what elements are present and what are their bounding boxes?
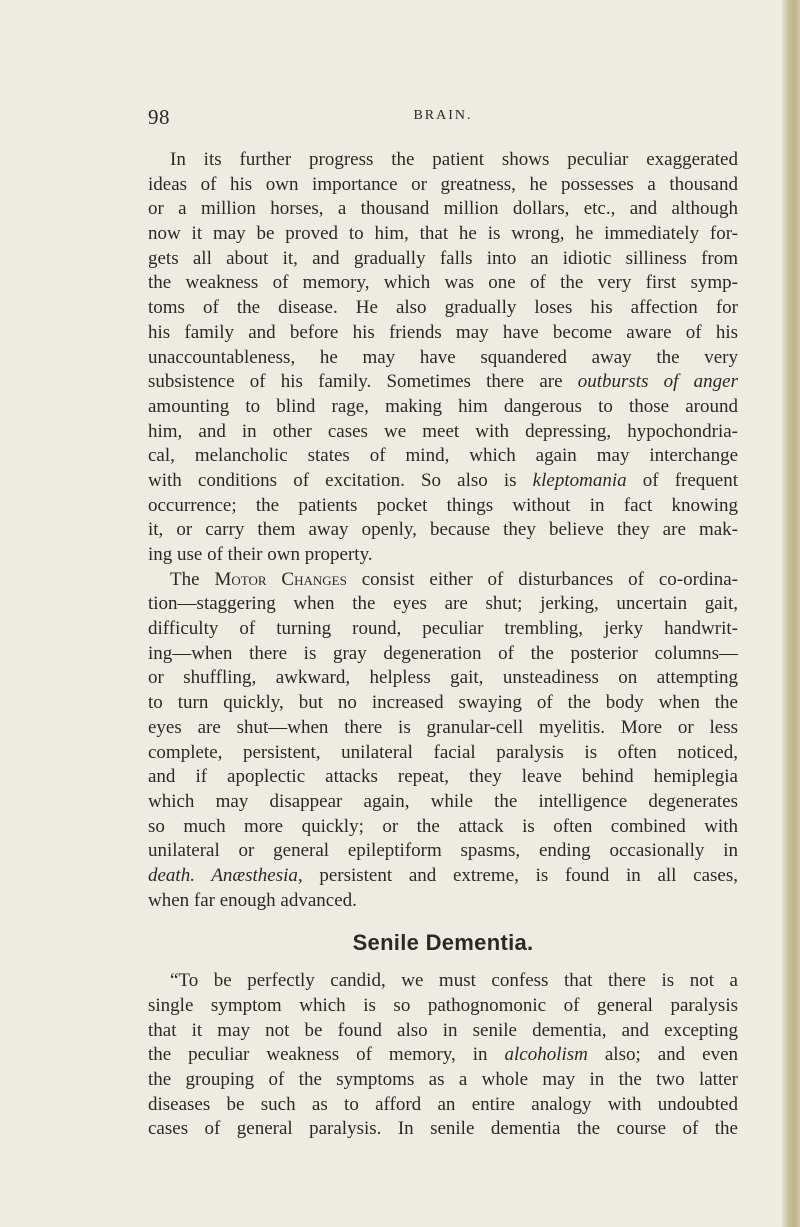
text-line: tion—staggering when the eyes are shut; jerking, uncertain gait, [148,593,738,615]
text-line: when far enough advanced. [148,889,357,911]
emphasis-anaesthesia: death. Anæsthesia, [148,864,303,886]
text-line: difficulty of turning round, peculiar trembling, jerky handwrit- [148,618,738,640]
text-run: with conditions of excitation. So also is [148,469,533,491]
text-line: to turn quickly, but no increased swaying of the body when the [148,692,738,714]
text-line: In its further progress the patient shows peculiar exaggerated [170,149,738,170]
paragraph-2 [148,568,738,914]
text-line: unaccountableness, he may have squandered away the very [148,346,738,368]
body-text [148,148,738,1142]
text-line [148,568,738,593]
text-line: it, or carry them away openly, because they believe they are mak- [148,519,738,541]
text-line [148,469,738,494]
text-line: that it may not be found also in senile dementia, and excepting [148,1019,738,1041]
page-number: 98 [148,105,170,129]
text-line: now it may be proved to him, that he is wrong, he immediately for- [148,223,738,245]
text-line: the weakness of memory, which was one of the very first symp- [148,272,738,294]
text-line: him, and in other cases we meet with depressing, hypochondria- [148,420,738,442]
text-line: toms of the disease. He also gradually loses his affection for [148,297,738,319]
paragraph-3 [148,969,738,1142]
small-caps-motor-changes: Motor Changes [214,568,347,590]
text-line: ideas of his own importance or greatness, he possesses a thousand [148,173,738,195]
text-run: persistent and extreme, is found in all cases, [302,864,738,886]
text-line: cases of general paralysis. In senile dementia the course of the [148,1118,738,1140]
text-line: ing use of their own property. [148,544,373,565]
text-line: or a million horses, a thousand million dollars, etc., and although [148,198,738,220]
text-line: occurrence; the patients pocket things without in fact knowing [148,494,738,516]
text-line: his family and before his friends may have become aware of his [148,321,738,343]
emphasis-kleptomania: kleptomania [532,469,627,491]
text-line: and if apoplectic attacks repeat, they leave behind hemiplegia [148,766,738,788]
text-line: complete, persistent, unilateral facial paralysis is often noticed, [148,741,738,763]
text-line: gets all about it, and gradually falls into an idiotic silliness from [148,247,738,269]
text-line: single symptom which is so pathognomonic of general paralysis [148,995,738,1016]
text-line [148,1043,738,1068]
text-line: eyes are shut—when there is granular-cell myelitis. More or less [148,716,738,738]
text-line [148,370,738,395]
text-line [148,864,738,889]
text-line: so much more quickly; or the attack is often combined with [148,815,738,837]
text-run: also; and even [587,1044,738,1066]
text-line: ing—when there is gray degeneration of the posterior columns— [148,642,738,664]
section-heading: Senile Dementia. [352,930,534,956]
running-head: BRAIN. [413,108,473,123]
text-line: diseases be such as to afford an entire analogy with undoubted [148,1093,738,1115]
paragraph-1 [148,148,738,568]
page-edge [782,0,800,1227]
text-line: amounting to blind rage, making him dangerous to those around [148,395,738,417]
text-line: “To be perfectly candid, we must confess that there is not a [170,970,738,992]
emphasis-outbursts-of-anger: outbursts of anger [577,371,738,393]
page-header [148,105,738,133]
text-run: the peculiar weakness of memory, in [148,1044,505,1066]
emphasis-alcoholism: alcoholism [504,1044,588,1066]
text-line: unilateral or general epileptiform spasms, ending occasionally in [148,840,738,862]
text-line: cal, melancholic states of mind, which again may interchange [148,445,738,467]
text-line: which may disappear again, while the intelligence degenerates [148,790,738,812]
text-run: of frequent [626,469,738,491]
text-run: subsistence of his family. Sometimes there are [148,371,578,393]
text-line: the grouping of the symptoms as a whole may in the two latter [148,1069,738,1091]
text-run: consist either of disturbances of co-ordina- [346,568,738,590]
text-run: The [170,568,215,590]
text-line: or shuffling, awkward, helpless gait, unsteadiness on attempting [148,667,738,689]
